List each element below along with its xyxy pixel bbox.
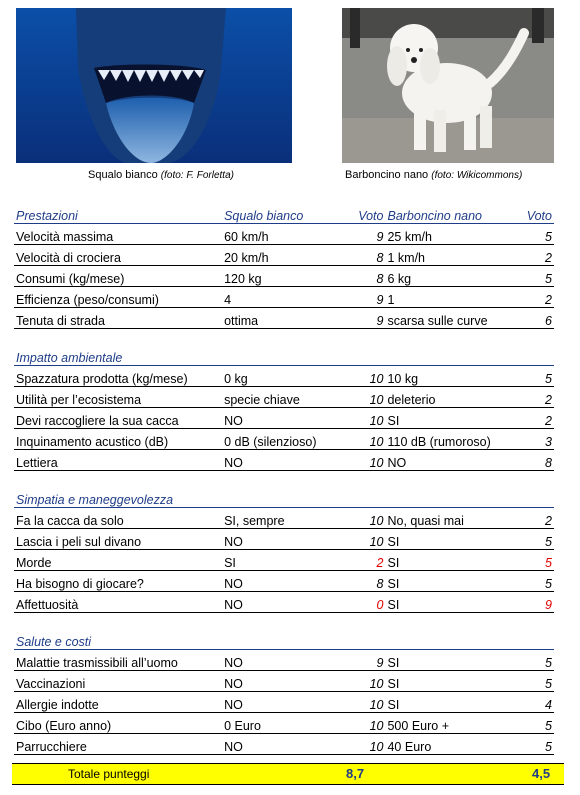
table-row-cell-1: specie chiave — [222, 387, 347, 408]
table-row — [14, 713, 554, 734]
table-row-cell-0: Consumi (kg/mese) — [14, 266, 222, 287]
table-row-cell-3: scarsa sulle curve — [385, 308, 522, 329]
table-row — [14, 450, 554, 471]
section-spacer — [14, 613, 554, 630]
table-row-cell-2: 10 — [347, 734, 386, 755]
shark-caption-name: Squalo bianco — [88, 169, 158, 181]
table-row-cell-3: SI — [385, 650, 522, 671]
table-row-cell-4: 2 — [523, 508, 555, 529]
table-row-cell-4: 2 — [523, 287, 555, 308]
table-row-cell-2: 10 — [347, 408, 386, 429]
table-row-cell-1: SI — [222, 550, 347, 571]
table-row-cell-4: 5 — [523, 266, 555, 287]
table-row-cell-4: 2 — [523, 408, 555, 429]
table-row-cell-3: SI — [385, 692, 522, 713]
table-row-cell-0: Fa la cacca da solo — [14, 508, 222, 529]
poodle-caption-credit: (foto: Wikicommons) — [431, 170, 523, 181]
shark-caption — [88, 169, 234, 181]
table-row — [14, 408, 554, 429]
table-row-cell-2: 10 — [347, 692, 386, 713]
table-row-cell-0: Lettiera — [14, 450, 222, 471]
table-row-cell-4: 5 — [523, 550, 555, 571]
table-row-cell-1: 0 dB (silenzioso) — [222, 429, 347, 450]
poodle-photo — [342, 8, 554, 163]
section-title: Salute e costi — [14, 629, 554, 650]
table-row — [14, 429, 554, 450]
table-row-cell-4: 4 — [523, 692, 555, 713]
poodle-caption — [345, 169, 522, 181]
table-row-cell-3: SI — [385, 408, 522, 429]
table-row-cell-1: 0 kg — [222, 366, 347, 387]
table-row — [14, 287, 554, 308]
table-row — [14, 592, 554, 613]
table-row-cell-3: deleterio — [385, 387, 522, 408]
table-row-cell-1: NO — [222, 671, 347, 692]
table-row-cell-2: 10 — [347, 529, 386, 550]
table-header-cell-1: Squalo bianco — [222, 203, 347, 224]
total-poodle-score: 4,5 — [532, 766, 551, 781]
table-row-cell-0: Velocità di crociera — [14, 245, 222, 266]
section-title-row — [14, 487, 554, 508]
table-row-cell-4: 5 — [523, 366, 555, 387]
table-row-cell-3: 25 km/h — [385, 224, 522, 245]
table-header-cell-2: Voto — [347, 203, 386, 224]
table-row-cell-1: NO — [222, 692, 347, 713]
table-row-cell-4: 5 — [523, 571, 555, 592]
table-row-cell-1: 120 kg — [222, 266, 347, 287]
table-row-cell-3: NO — [385, 450, 522, 471]
table-row-cell-1: NO — [222, 650, 347, 671]
table-row-cell-4: 5 — [523, 224, 555, 245]
table-row — [14, 224, 554, 245]
table-row-cell-3: 1 — [385, 287, 522, 308]
table-row-cell-2: 10 — [347, 429, 386, 450]
table-row-cell-1: NO — [222, 408, 347, 429]
table-row — [14, 571, 554, 592]
table-row-cell-0: Lascia i peli sul divano — [14, 529, 222, 550]
table-header-cell-3: Barboncino nano — [385, 203, 522, 224]
table-row-cell-0: Utilità per l’ecosistema — [14, 387, 222, 408]
table-row-cell-3: 6 kg — [385, 266, 522, 287]
table-row-cell-0: Efficienza (peso/consumi) — [14, 287, 222, 308]
table-row-cell-0: Velocità massima — [14, 224, 222, 245]
table-row-cell-0: Parrucchiere — [14, 734, 222, 755]
table-row-cell-4: 5 — [523, 650, 555, 671]
table-row-cell-0: Tenuta di strada — [14, 308, 222, 329]
table-row-cell-0: Devi raccogliere la sua cacca — [14, 408, 222, 429]
section-spacer-cell — [14, 613, 554, 630]
table-row-cell-2: 9 — [347, 287, 386, 308]
table-row — [14, 366, 554, 387]
table-row — [14, 692, 554, 713]
table-row-cell-4: 5 — [523, 529, 555, 550]
table-row-cell-2: 10 — [347, 450, 386, 471]
comparison-table — [14, 203, 554, 755]
table-row-cell-0: Allergie indotte — [14, 692, 222, 713]
table-row-cell-4: 9 — [523, 592, 555, 613]
table-row-cell-3: SI — [385, 550, 522, 571]
table-row-cell-1: ottima — [222, 308, 347, 329]
poodle-caption-name: Barboncino nano — [345, 169, 429, 181]
table-row — [14, 308, 554, 329]
table-row-cell-0: Malattie trasmissibili all’uomo — [14, 650, 222, 671]
table-row — [14, 529, 554, 550]
shark-caption-credit: (foto: F. Forletta) — [160, 170, 234, 181]
table-row-cell-0: Spazzatura prodotta (kg/mese) — [14, 366, 222, 387]
table-row-cell-2: 8 — [347, 266, 386, 287]
table-row — [14, 671, 554, 692]
table-row-cell-1: 4 — [222, 287, 347, 308]
table-row-cell-2: 9 — [347, 224, 386, 245]
table-row-cell-0: Ha bisogno di giocare? — [14, 571, 222, 592]
shark-photo — [16, 8, 292, 163]
table-row-cell-2: 9 — [347, 308, 386, 329]
table-row-cell-2: 10 — [347, 713, 386, 734]
table-row-cell-1: NO — [222, 529, 347, 550]
table-row-cell-2: 8 — [347, 571, 386, 592]
table-row — [14, 266, 554, 287]
total-label: Totale punteggi — [68, 767, 150, 781]
table-row-cell-4: 2 — [523, 245, 555, 266]
table-header-cell-4: Voto — [523, 203, 555, 224]
table-row-cell-2: 10 — [347, 671, 386, 692]
table-row-cell-3: SI — [385, 671, 522, 692]
table-row-cell-3: 110 dB (rumoroso) — [385, 429, 522, 450]
table-row-cell-1: 0 Euro — [222, 713, 347, 734]
section-title: Impatto ambientale — [14, 345, 554, 366]
table-row-cell-0: Inquinamento acustico (dB) — [14, 429, 222, 450]
table-row-cell-2: 8 — [347, 245, 386, 266]
table-row-cell-3: 10 kg — [385, 366, 522, 387]
section-title-row — [14, 345, 554, 366]
table-row-cell-0: Morde — [14, 550, 222, 571]
section-title: Simpatia e maneggevolezza — [14, 487, 554, 508]
table-row — [14, 245, 554, 266]
table-row-cell-0: Affettuosità — [14, 592, 222, 613]
table-row-cell-1: 60 km/h — [222, 224, 347, 245]
section-spacer-cell — [14, 471, 554, 488]
table-row-cell-2: 10 — [347, 387, 386, 408]
section-title-row — [14, 629, 554, 650]
table-row — [14, 387, 554, 408]
table-row-cell-1: NO — [222, 450, 347, 471]
section-spacer-cell — [14, 329, 554, 346]
table-row-cell-4: 5 — [523, 713, 555, 734]
section-spacer — [14, 471, 554, 488]
table-row-cell-2: 9 — [347, 650, 386, 671]
total-row — [12, 763, 564, 785]
section-spacer — [14, 329, 554, 346]
table-header-cell-0: Prestazioni — [14, 203, 222, 224]
table-row-cell-0: Cibo (Euro anno) — [14, 713, 222, 734]
table-row-cell-1: SI, sempre — [222, 508, 347, 529]
table-row-cell-3: SI — [385, 571, 522, 592]
table-row-cell-4: 5 — [523, 734, 555, 755]
table-row-cell-2: 2 — [347, 550, 386, 571]
table-row-cell-1: NO — [222, 571, 347, 592]
table-row-cell-1: 20 km/h — [222, 245, 347, 266]
table-row-cell-3: 1 km/h — [385, 245, 522, 266]
table-row-cell-3: SI — [385, 529, 522, 550]
table-row-cell-3: No, quasi mai — [385, 508, 522, 529]
table-row-cell-1: NO — [222, 734, 347, 755]
table-row-cell-3: 500 Euro + — [385, 713, 522, 734]
table-row — [14, 650, 554, 671]
table-row — [14, 734, 554, 755]
total-shark-score: 8,7 — [346, 766, 365, 781]
table-header — [14, 203, 554, 224]
table-row-cell-1: NO — [222, 592, 347, 613]
table-row-cell-3: SI — [385, 592, 522, 613]
table-row-cell-2: 10 — [347, 366, 386, 387]
table-row-cell-4: 6 — [523, 308, 555, 329]
table-row — [14, 550, 554, 571]
table-row-cell-4: 3 — [523, 429, 555, 450]
table-row-cell-0: Vaccinazioni — [14, 671, 222, 692]
table-row-cell-2: 10 — [347, 508, 386, 529]
table-row-cell-4: 2 — [523, 387, 555, 408]
table-row — [14, 508, 554, 529]
table-row-cell-3: 40 Euro — [385, 734, 522, 755]
table-row-cell-4: 8 — [523, 450, 555, 471]
table-row-cell-4: 5 — [523, 671, 555, 692]
table-row-cell-2: 0 — [347, 592, 386, 613]
